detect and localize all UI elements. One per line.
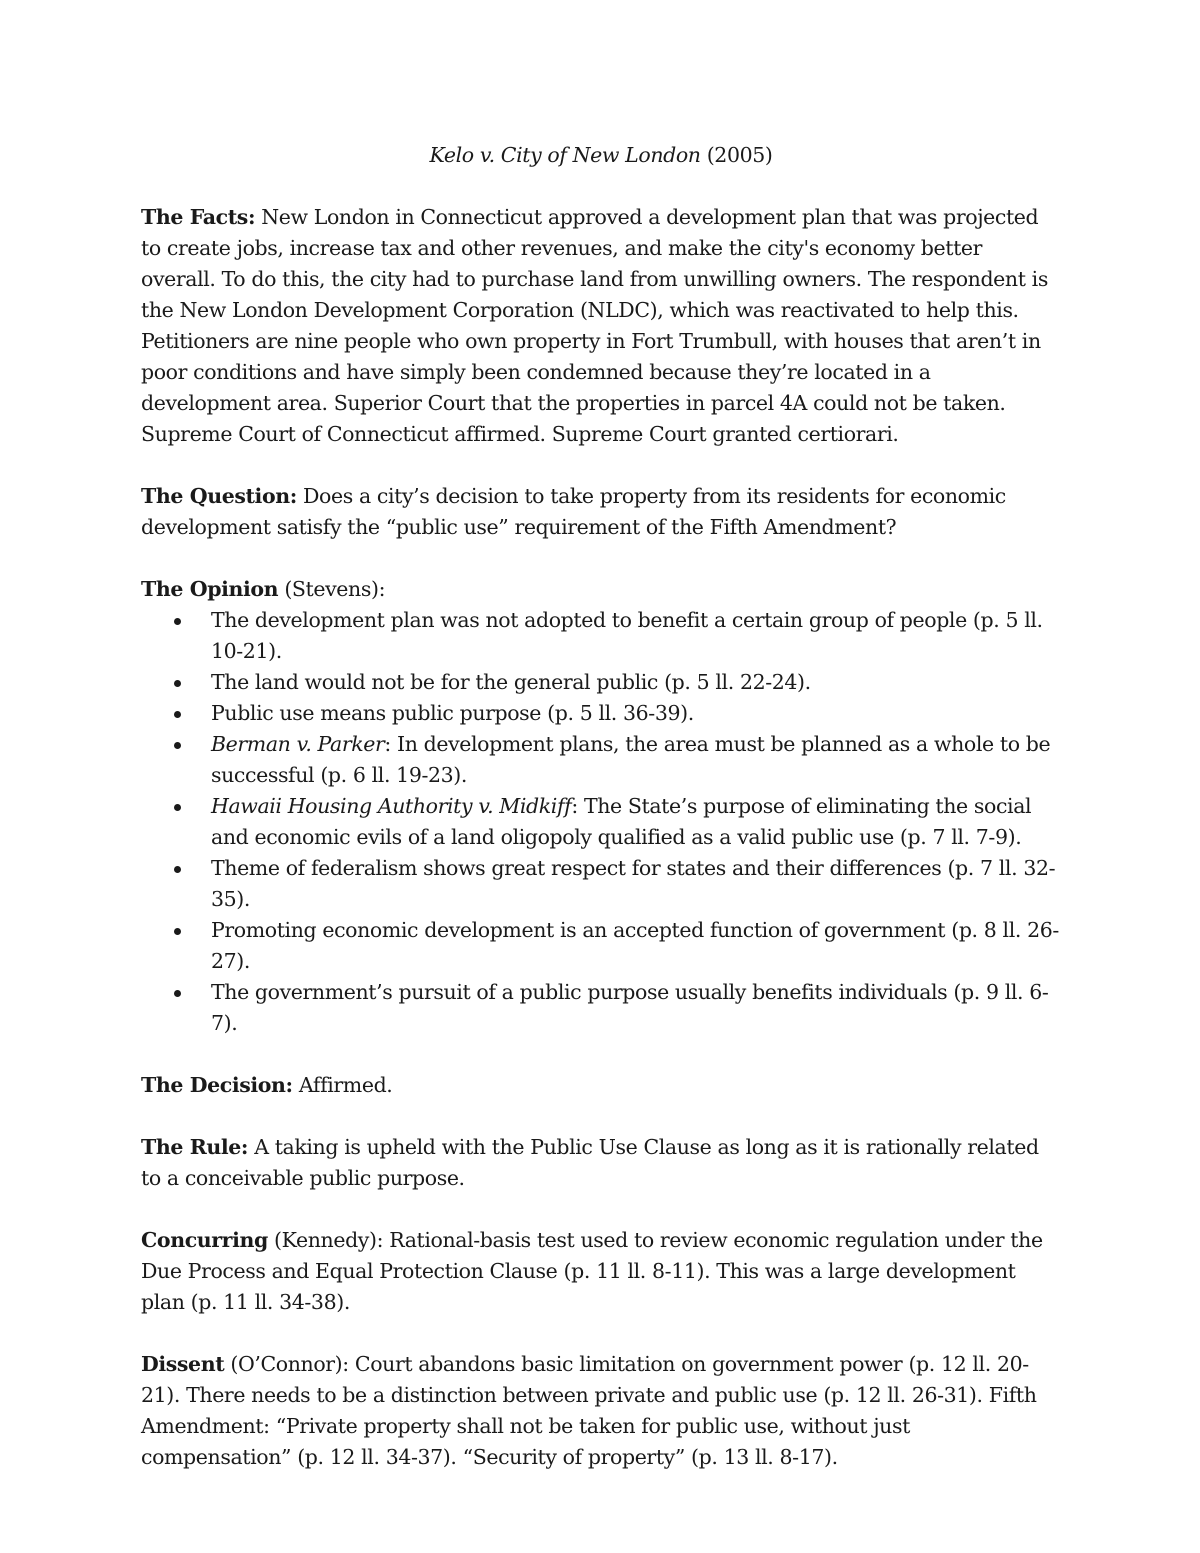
rule-label: The Rule: (141, 1135, 249, 1159)
point-text: : The State’s purpose of eliminating the social and economic evils of a land oligopoly qualified as a valid public use (p. 7 ll. 7-9). (211, 794, 1032, 849)
point-text: The government’s pursuit of a public purpose usually benefits individuals (p. 9 ll. 6-7). (211, 980, 1049, 1035)
opinion-points-list (141, 605, 1061, 1039)
facts-label: The Facts: (141, 205, 256, 229)
concurring-author: (Kennedy): (267, 1228, 384, 1252)
list-item (211, 977, 1061, 1039)
opinion-author: (Stevens): (278, 577, 386, 601)
list-item (211, 667, 1061, 698)
list-item (211, 729, 1061, 791)
list-item (211, 791, 1061, 853)
case-title (141, 140, 1061, 171)
decision-section (141, 1070, 1061, 1101)
question-label: The Question: (141, 484, 297, 508)
dissent-text: Court abandons basic limitation on government power (p. 12 ll. 20-21). There needs to be a distinction between private and public use (p. 12 ll. 26-31). Fifth Amendment: “Private property shall not be taken for public use, without just compensation” (p. 12 ll. 34-37). “Security of property” (p. 13 ll. 8-17). (141, 1352, 1037, 1469)
case-year: (2005) (700, 143, 773, 167)
question-section (141, 481, 1061, 543)
document-page (141, 140, 1061, 1504)
concurring-text: Rational-basis test used to review economic regulation under the Due Process and Equal Protection Clause (p. 11 ll. 8-11). This was a large development plan (p. 11 ll. 34-38). (141, 1228, 1043, 1314)
opinion-heading (141, 574, 1061, 605)
list-item (211, 698, 1061, 729)
point-text: Public use means public purpose (p. 5 ll. 36-39). (211, 701, 694, 725)
opinion-label: The Opinion (141, 577, 279, 601)
dissent-section (141, 1349, 1061, 1473)
facts-text: New London in Connecticut approved a development plan that was projected to create jobs, increase tax and other revenues, and make the city's economy better overall. To do this, the city had to purchase land from unwilling owners. The respondent is the New London Development Corporation (NLDC), which was reactivated to help this. Petitioners are nine people who own property in Fort Trumbull, with houses that aren’t in poor conditions and have simply been condemned because they’re located in a development area. Superior Court that the properties in parcel 4A could not be taken. Supreme Court of Connecticut affirmed. Supreme Court granted certiorari. (141, 205, 1048, 446)
cited-case: Berman v. Parker (211, 732, 385, 756)
facts-section (141, 202, 1061, 450)
point-text: The development plan was not adopted to benefit a certain group of people (p. 5 ll. 10-21). (211, 608, 1043, 663)
point-text: : In development plans, the area must be planned as a whole to be successful (p. 6 ll. 19-23). (211, 732, 1051, 787)
point-text: Promoting economic development is an accepted function of government (p. 8 ll. 26-27). (211, 918, 1059, 973)
rule-section (141, 1132, 1061, 1194)
dissent-author: (O’Connor): (224, 1352, 349, 1376)
concurring-section (141, 1225, 1061, 1318)
point-text: Theme of federalism shows great respect for states and their differences (p. 7 ll. 32-35). (211, 856, 1056, 911)
list-item (211, 915, 1061, 977)
question-text: Does a city’s decision to take property from its residents for economic development satisfy the “public use” requirement of the Fifth Amendment? (141, 484, 1006, 539)
concurring-label: Concurring (141, 1228, 268, 1252)
case-name: Kelo v. City of New London (429, 143, 701, 167)
decision-text: Affirmed. (292, 1073, 393, 1097)
decision-label: The Decision: (141, 1073, 293, 1097)
opinion-section (141, 574, 1061, 1039)
list-item (211, 853, 1061, 915)
list-item (211, 605, 1061, 667)
dissent-label: Dissent (141, 1352, 225, 1376)
rule-text: A taking is upheld with the Public Use Clause as long as it is rationally related to a conceivable public purpose. (141, 1135, 1039, 1190)
point-text: The land would not be for the general public (p. 5 ll. 22-24). (211, 670, 811, 694)
cited-case: Hawaii Housing Authority v. Midkiff (211, 794, 572, 818)
